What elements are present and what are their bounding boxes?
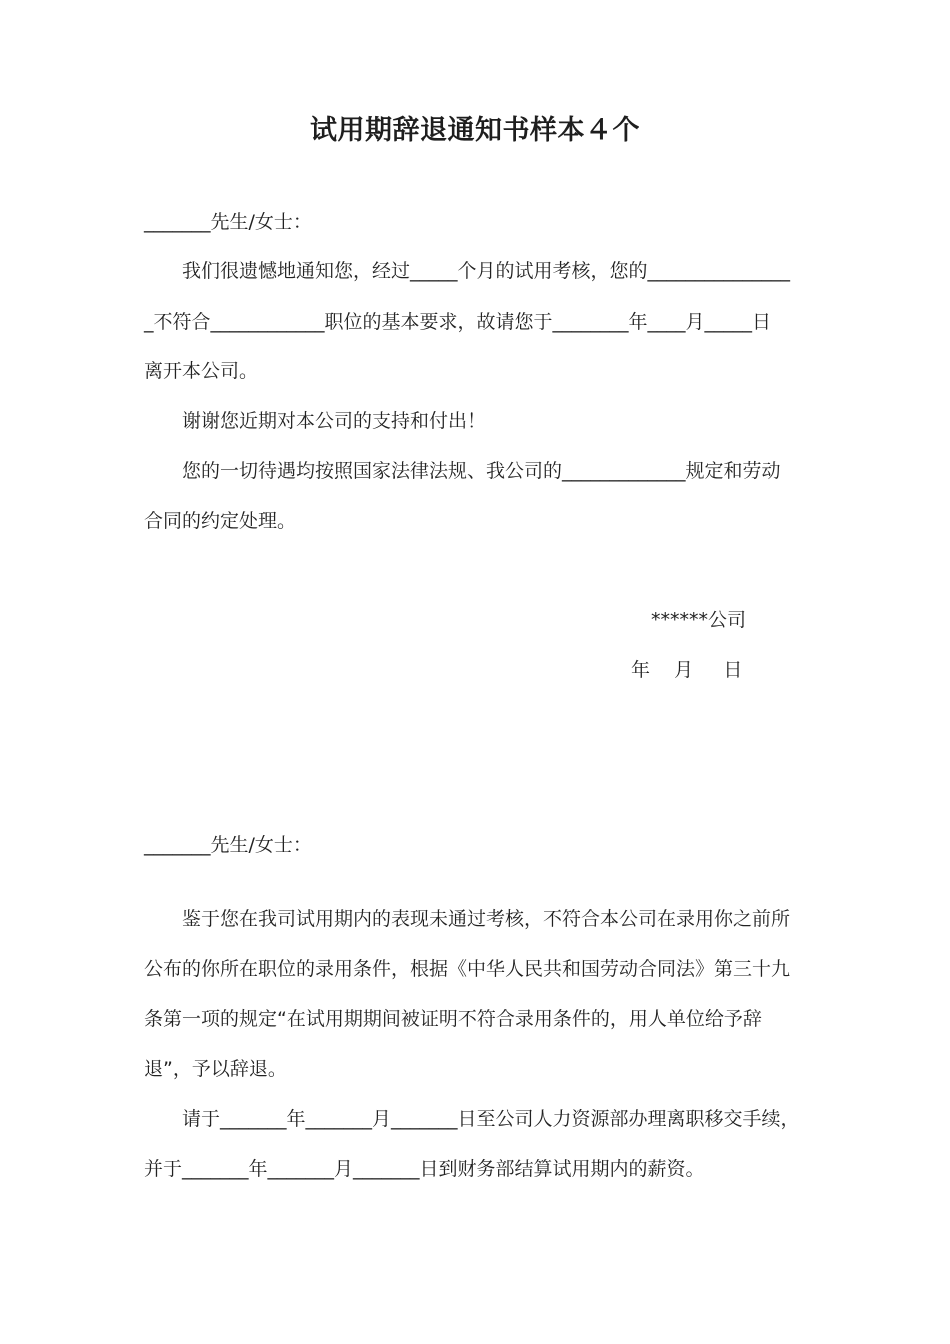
letter1-line-4: 谢谢您近期对本公司的支持和付出！ <box>182 410 487 432</box>
letter2-line-3: 条第一项的规定“在试用期期间被证明不符合录用条件的，用人单位给予辞 <box>144 1008 762 1030</box>
letter1-line-2: _不符合____________职位的基本要求，故请您于________年____月_____日 <box>144 311 772 333</box>
letter1-line-3: 离开本公司。 <box>144 360 259 382</box>
letter2-line-4: 退”，予以辞退。 <box>144 1058 287 1080</box>
letter2-line-6: 并于_______年_______月_______日到财务部结算试用期内的薪资。 <box>144 1158 705 1180</box>
letter2-line-2: 公布的你所在职位的录用条件，根据《中华人民共和国劳动合同法》第三十九 <box>144 958 791 980</box>
letter2-line-5: 请于_______年_______月_______日至公司人力资源部办理离职移交手续， <box>182 1108 800 1130</box>
letter2-line-1: 鉴于您在我司试用期内的表现未通过考核，不符合本公司在录用你之前所 <box>182 908 791 930</box>
letter1-salutation: _______先生/女士： <box>144 211 312 233</box>
letter1-line-1: 我们很遗憾地通知您，经过_____个月的试用考核，您的_______________ <box>182 260 791 282</box>
letter1-company-signature: ******公司 <box>651 609 747 631</box>
letter1-date: 年 月 日 <box>631 659 743 681</box>
letter1-line-6: 合同的约定处理。 <box>144 510 297 532</box>
document-title: 试用期辞退通知书样本４个 <box>310 115 640 146</box>
letter2-salutation: _______先生/女士： <box>144 834 312 856</box>
letter1-line-5: 您的一切待遇均按照国家法律法规、我公司的_____________规定和劳动 <box>182 460 781 482</box>
